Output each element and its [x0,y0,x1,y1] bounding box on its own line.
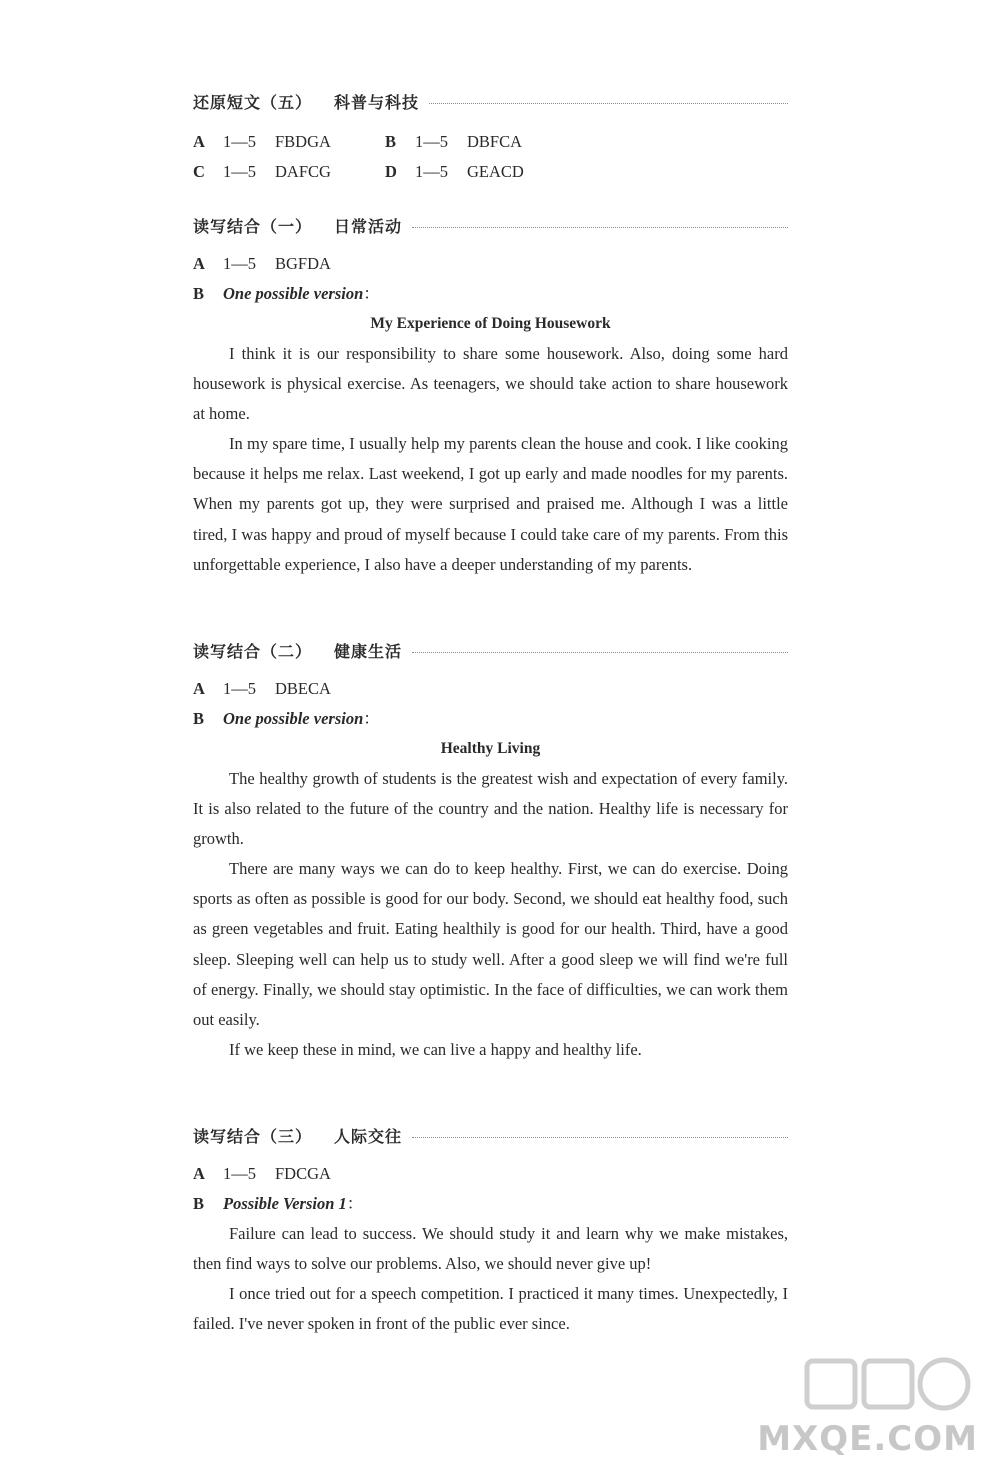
section-heading-topic: 日常活动 [334,216,403,236]
version-colon: ： [363,709,380,728]
dotted-leader [412,652,788,653]
version-label: One possible version [223,709,364,728]
section-duxie-3 [193,1120,788,1339]
part-b-label [193,279,788,309]
section-huanyuan-5 [193,86,788,187]
answer-letter: A [193,1164,205,1183]
essay-paragraph: If we keep these in mind, we can live a happy and healthy life. [229,1039,642,1059]
answer-letter: A [193,254,205,273]
answer-letter: A [193,132,205,151]
section-heading-topic: 科普与科技 [334,92,420,112]
answer-row [193,1159,788,1189]
section-heading-title: 读写结合（一） [193,216,313,236]
section-heading-topic: 健康生活 [334,641,403,661]
answer-letter: C [193,162,205,181]
part-letter: B [193,709,205,728]
answer-key: GEACD [467,162,524,181]
answer-key: DBFCA [467,132,523,151]
answer-range: 1—5 [223,1164,256,1183]
answer-key: FDCGA [275,1164,331,1183]
section-heading [193,86,788,116]
section-duxie-1 [193,210,788,580]
answer-range: 1—5 [415,132,448,151]
version-colon: ： [363,284,380,303]
answer-key: DAFCG [275,162,331,181]
answer-range: 1—5 [223,132,256,151]
essay-title: Healthy Living [440,740,541,757]
part-letter: B [193,1194,205,1213]
answer-letter: D [385,162,397,181]
dotted-leader [412,1137,788,1138]
section-heading [193,1120,788,1150]
answer-key: DBECA [275,679,331,698]
answer-letter: A [193,679,205,698]
answer-range: 1—5 [223,679,256,698]
section-heading [193,635,788,665]
section-heading-title: 读写结合（三） [193,1126,313,1146]
version-colon: ： [346,1194,364,1213]
dotted-leader [412,227,788,228]
part-letter: B [193,284,205,303]
section-heading-title: 读写结合（二） [193,641,313,661]
answer-range: 1—5 [415,162,448,181]
section-duxie-2 [193,635,788,1065]
essay-paragraph: I once tried out for a speech competition. I practiced it many times. Unexpectedly, I failed. I've never spoken in front of the public ever since. [193,1284,788,1334]
answer-range: 1—5 [223,162,256,181]
part-b-label [193,1189,788,1219]
answer-letter: B [385,132,397,151]
section-heading-topic: 人际交往 [334,1126,403,1146]
answer-row [193,127,788,157]
answer-row [193,157,788,187]
answer-row [193,674,788,704]
essay-paragraph: I think it is our responsibility to share some housework. Also, doing some hard housework is physical exercise. As teenagers, we should take action to share housework at home. [193,344,788,424]
part-b-label [193,704,788,734]
watermark-site-text: MXQE.COM [757,1419,978,1459]
answer-key: BGFDA [275,254,331,273]
essay-paragraph: The healthy growth of students is the greatest wish and expectation of every family. It is also related to the future of the country and the nation. Healthy life is necessary for growth. [193,769,788,849]
essay-paragraph: In my spare time, I usually help my parents clean the house and cook. I like cooking because it helps me relax. Last weekend, I got up early and made noodles for my parents. When my parents got up, they were surprised and praised me. Although I was a little tired, I was happy and proud of myself because I could take care of my parents. From this unforgettable experience, I also have a deeper understanding of my parents. [193,434,788,574]
essay-paragraph: There are many ways we can do to keep healthy. First, we can do exercise. Doing sports as often as possible is good for our body. Second, we should eat healthy food, such as green vegetables and fruit. Eating healthily is good for our health. Third, have a good sleep. Sleeping well can help us to study well. After a good sleep we will find we're full of energy. Finally, we should stay optimistic. In the face of difficulties, we can work them out easily. [193,859,788,1029]
version-label: Possible Version 1 [223,1194,347,1213]
answer-row [193,249,788,279]
section-heading-title: 还原短文（五） [193,92,313,112]
dotted-leader [429,103,788,104]
answer-key: FBDGA [275,132,331,151]
version-label: One possible version [223,284,364,303]
answer-range: 1—5 [223,254,256,273]
essay-paragraph: Failure can lead to success. We should study it and learn why we make mistakes, then find ways to solve our problems. Also, we should never give up! [193,1224,788,1274]
section-heading [193,210,788,240]
essay-title: My Experience of Doing Housework [370,315,611,332]
